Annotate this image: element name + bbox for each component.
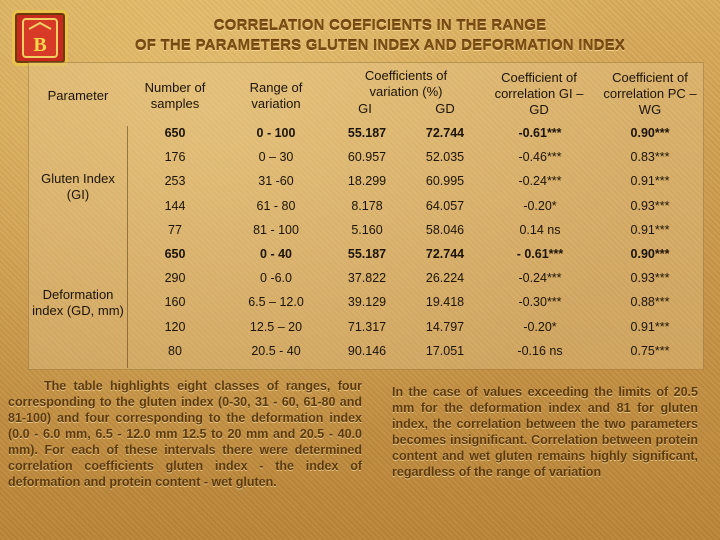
title-line-2: OF THE PARAMETERS GLUTEN INDEX AND DEFORMATION INDEX (134, 37, 626, 54)
cell-pc-wg: 0.93*** (630, 198, 670, 213)
cell-gi-gd: - 0.61*** (516, 247, 564, 261)
cell-gd: 19.418 (425, 295, 465, 310)
header-gi: GI (358, 101, 372, 116)
note-left: The table highlights eight classes of ranges, four corresponding to the gluten index (0-30, 31 - 60, 61-80 and 81-100) and four corresponding to the deformation index (0.0 - 6.0 mm, 6.5 - 12.0 mm 12.5 to 20 mm and 20.5 - 40.0 mm). For each of these intervals there were determined correlation coefficients gluten index - the index of deformation and protein content - wet gluten. (8, 379, 362, 489)
header-corr-gi-gd: Coefficient of correlation GI – GD (494, 70, 584, 117)
cell-range: 0 – 30 (258, 150, 294, 165)
cell-samples: 120 (164, 319, 186, 334)
cell-range: 61 - 80 (256, 198, 296, 213)
cell-samples: 650 (164, 126, 186, 140)
cell-gd: 60.995 (425, 174, 465, 189)
cell-gi: 37.822 (347, 271, 387, 286)
cell-pc-wg: 0.90*** (630, 126, 670, 140)
cell-gi: 55.187 (347, 247, 387, 261)
cell-gi-gd: -0.20* (523, 198, 557, 213)
cell-samples: 80 (168, 343, 182, 358)
cell-range: 0 -6.0 (260, 271, 292, 286)
cell-gi-gd: -0.24*** (518, 174, 562, 189)
cell-gd: 58.046 (425, 222, 465, 237)
cell-pc-wg: 0.93*** (630, 271, 670, 286)
cell-gi: 71.317 (347, 319, 387, 334)
cell-range: 12.5 – 20 (249, 319, 303, 334)
cell-samples: 253 (164, 174, 186, 189)
group-label-gluten-index: Gluten Index (GI) (41, 171, 115, 202)
cell-range: 81 - 100 (253, 222, 299, 237)
cell-pc-wg: 0.91*** (630, 222, 670, 237)
cell-gi: 5.160 (351, 222, 383, 237)
cell-range: 31 -60 (258, 174, 294, 189)
cell-samples: 176 (164, 150, 186, 165)
cell-pc-wg: 0.88*** (630, 295, 670, 310)
cell-pc-wg: 0.90*** (630, 247, 670, 261)
cell-gi-gd: -0.16 ns (517, 343, 563, 358)
cell-gi: 18.299 (347, 174, 387, 189)
cell-samples: 77 (168, 222, 182, 237)
cell-gi-gd: -0.20* (523, 319, 557, 334)
cell-gi: 8.178 (351, 198, 383, 213)
cell-gi-gd: -0.30*** (518, 295, 562, 310)
cell-range: 0 - 40 (260, 247, 292, 261)
cell-range: 0 - 100 (256, 126, 296, 140)
cell-samples: 290 (164, 271, 186, 286)
cell-pc-wg: 0.91*** (630, 174, 670, 189)
cell-gi-gd: -0.61*** (518, 126, 562, 140)
header-coeff-var: Coefficients of variation (%) (364, 68, 448, 99)
cell-gi: 55.187 (347, 126, 387, 140)
header-corr-pc-wg: Coefficient of correlation PC –WG (603, 70, 697, 117)
cell-gd: 72.744 (425, 126, 465, 140)
note-right: In the case of values exceeding the limits of 20.5 mm for the deformation index and 81 for gluten index, the correlation between the two parameters becomes insignificant. Correlation between protein content and wet gluten remains highly significant, regardless of the range of variation (392, 385, 698, 479)
header-gd: GD (435, 101, 455, 116)
header-range: Range of variation (249, 80, 303, 111)
cell-gi-gd: -0.24*** (518, 271, 562, 286)
cell-samples: 160 (164, 295, 186, 310)
cell-gi: 90.146 (347, 343, 387, 358)
cell-gd: 64.057 (425, 198, 465, 213)
cell-range: 6.5 – 12.0 (248, 295, 304, 310)
page-title (60, 16, 700, 56)
cell-pc-wg: 0.91*** (630, 319, 670, 334)
title-line-1: CORRELATION COEFICIENTS IN THE RANGE (213, 17, 547, 34)
cell-pc-wg: 0.75*** (630, 343, 670, 358)
header-parameter: Parameter (47, 88, 109, 103)
cell-gd: 52.035 (425, 150, 465, 165)
cell-gd: 26.224 (425, 271, 465, 286)
cell-samples: 650 (164, 247, 186, 261)
cell-gi: 39.129 (347, 295, 387, 310)
group-label-deformation-index: Deformation index (GD, mm) (32, 287, 124, 318)
cell-samples: 144 (164, 198, 186, 213)
crest-icon (15, 13, 65, 63)
cell-gi: 60.957 (347, 150, 387, 165)
cell-gi-gd: -0.46*** (518, 150, 562, 165)
column-divider (127, 126, 128, 368)
cell-gd: 14.797 (425, 319, 465, 334)
header-samples: Number of samples (144, 80, 206, 111)
cell-pc-wg: 0.83*** (630, 150, 670, 165)
cell-gi-gd: 0.14 ns (519, 222, 561, 237)
cell-range: 20.5 - 40 (251, 343, 301, 358)
logo-letter: B (33, 34, 47, 56)
cell-gd: 17.051 (425, 343, 465, 358)
cell-gd: 72.744 (425, 247, 465, 261)
